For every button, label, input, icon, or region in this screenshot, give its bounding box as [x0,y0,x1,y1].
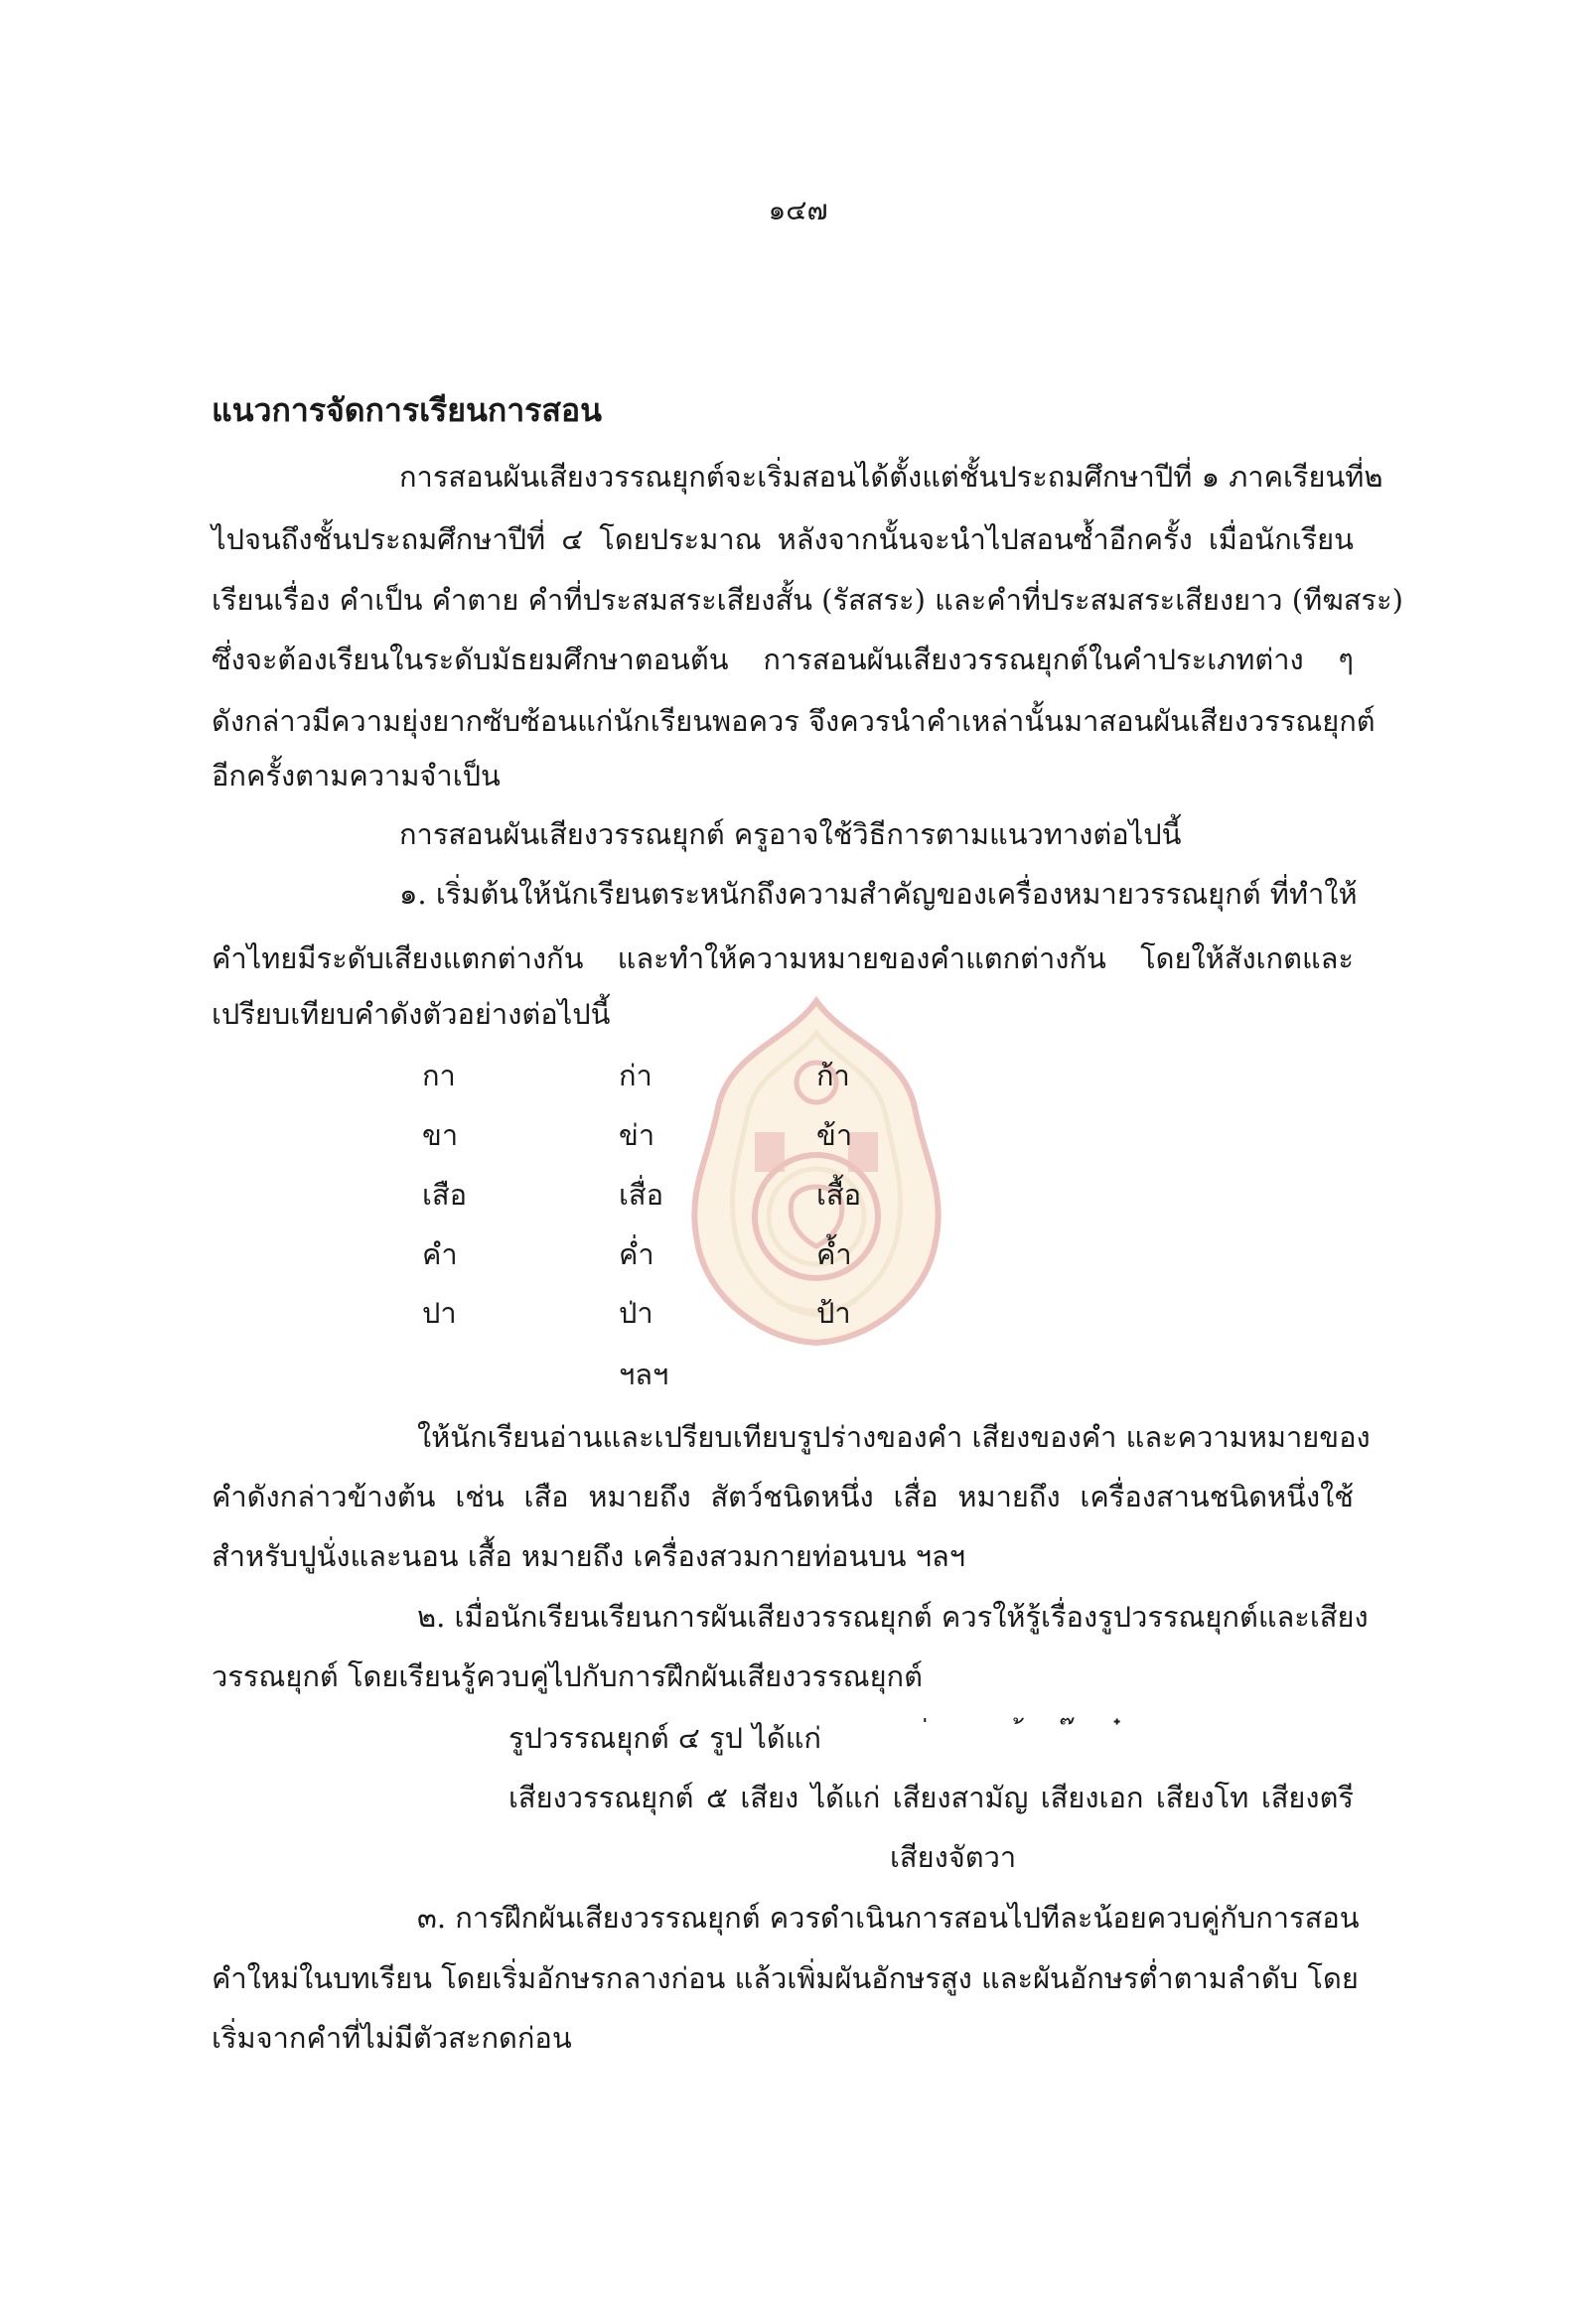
tone-sounds-line-1: เสียงวรรณยุกต์ ๕ เสียง ได้แก่ เสียงสามัญ เสียงเอก เสียงโท เสียงตรี [508,1781,1354,1814]
word-cell: ป้า [816,1296,851,1330]
table-etc: ฯลฯ [619,1358,669,1391]
section-heading: แนวการจัดการเรียนการสอน [212,391,602,429]
step3-line-3: เริ่มจากคำที่ไม่มีตัวสะกดก่อน [212,2021,572,2055]
word-cell: ก้า [816,1059,850,1092]
intro-line-4: ซึ่งจะต้องเรียนในระดับมัธยมศึกษาตอนต้น การสอนผันเสียงวรรณยุกต์ในคำประเภทต่าง ๆ [212,643,1354,676]
word-cell: ข่า [619,1118,655,1152]
intro-line-2: ไปจนถึงชั้นประถมศึกษาปีที่ ๔ โดยประมาณ หลังจากนั้นจะนำไปสอนซ้ำอีกครั้ง เมื่อนักเรียน [212,522,1354,556]
step2-line-1: ๒. เมื่อนักเรียนเรียนการผันเสียงวรรณยุกต์ ควรให้รู้เรื่องรูปวรรณยุกต์และเสียง [417,1600,1369,1634]
word-cell: ก่า [619,1059,653,1092]
word-cell: ค้ำ [816,1237,852,1271]
word-cell: ขา [422,1118,459,1152]
word-cell: ค่ำ [619,1237,654,1271]
page-number: ๑๔๗ [768,194,828,226]
word-cell: กา [422,1059,456,1092]
word-cell: เสื้อ [816,1178,862,1212]
intro-line-6: อีกครั้งตามความจำเป็น [212,759,501,792]
word-cell: ปา [422,1296,457,1330]
step3-line-2: คำใหม่ในบทเรียน โดยเริ่มอักษรกลางก่อน แล้วเพิ่มผันอักษรสูง และผันอักษรต่ำตามลำดับ โดย [212,1961,1359,1995]
step2-line-2: วรรณยุกต์ โดยเรียนรู้ควบคู่ไปกับการฝึกผันเสียงวรรณยุกต์ [212,1659,923,1693]
compare-line-3: สำหรับปูนั่งและนอน เสื้อ หมายถึง เครื่องสวมกายท่อนบน ฯลฯ [212,1539,966,1573]
tone-forms-label: รูปวรรณยุกต์ ๔ รูป ได้แก่ [508,1721,821,1755]
word-cell: ข้า [816,1118,853,1152]
word-cell: เสื่อ [619,1178,664,1212]
method-intro: การสอนผันเสียงวรรณยุกต์ ครูอาจใช้วิธีการตามแนวทางต่อไปนี้ [399,817,1182,851]
step1-line-1: ๑. เริ่มต้นให้นักเรียนตระหนักถึงความสำคัญของเครื่องหมายวรรณยุกต์ ที่ทำให้ [399,877,1358,911]
step1-line-2: คำไทยมีระดับเสียงแตกต่างกัน และทำให้ความหมายของคำแตกต่างกัน โดยให้สังเกตและ [212,941,1354,975]
word-cell: เสือ [422,1178,468,1212]
intro-line-3: เรียนเรื่อง คำเป็น คำตาย คำที่ประสมสระเสียงสั้น (รัสสระ) และคำที่ประสมสระเสียงยาว (ทีฆสระ) [212,583,1403,617]
compare-line-1: ให้นักเรียนอ่านและเปรียบเทียบรูปร่างของคำ เสียงของคำ และความหมายของ [417,1420,1371,1454]
word-cell: ป่า [619,1296,653,1330]
step3-line-1: ๓. การฝึกผันเสียงวรรณยุกต์ ควรดำเนินการสอนไปทีละน้อยควบคู่กับการสอน [417,1901,1360,1935]
intro-line-5: ดังกล่าวมีความยุ่งยากซับซ้อนแก่นักเรียนพอควร จึงควรนำคำเหล่านั้นมาสอนผันเสียงวรรณยุกต์ [212,704,1376,738]
compare-line-2: คำดังกล่าวข้างต้น เช่น เสือ หมายถึง สัตว์ชนิดหนึ่ง เสื่อ หมายถึง เครื่องสานชนิดหนึ่งใช้ [212,1480,1354,1513]
intro-line-1: การสอนผันเสียงวรรณยุกต์จะเริ่มสอนได้ตั้งแต่ชั้นประถมศึกษาปีที่ ๑ ภาคเรียนที่๒ [399,460,1383,494]
tone-sounds-line-2: เสียงจัตวา [890,1840,1017,1874]
word-cell: คำ [422,1237,458,1271]
step1-line-3: เปรียบเทียบคำดังตัวอย่างต่อไปนี้ [212,997,611,1031]
